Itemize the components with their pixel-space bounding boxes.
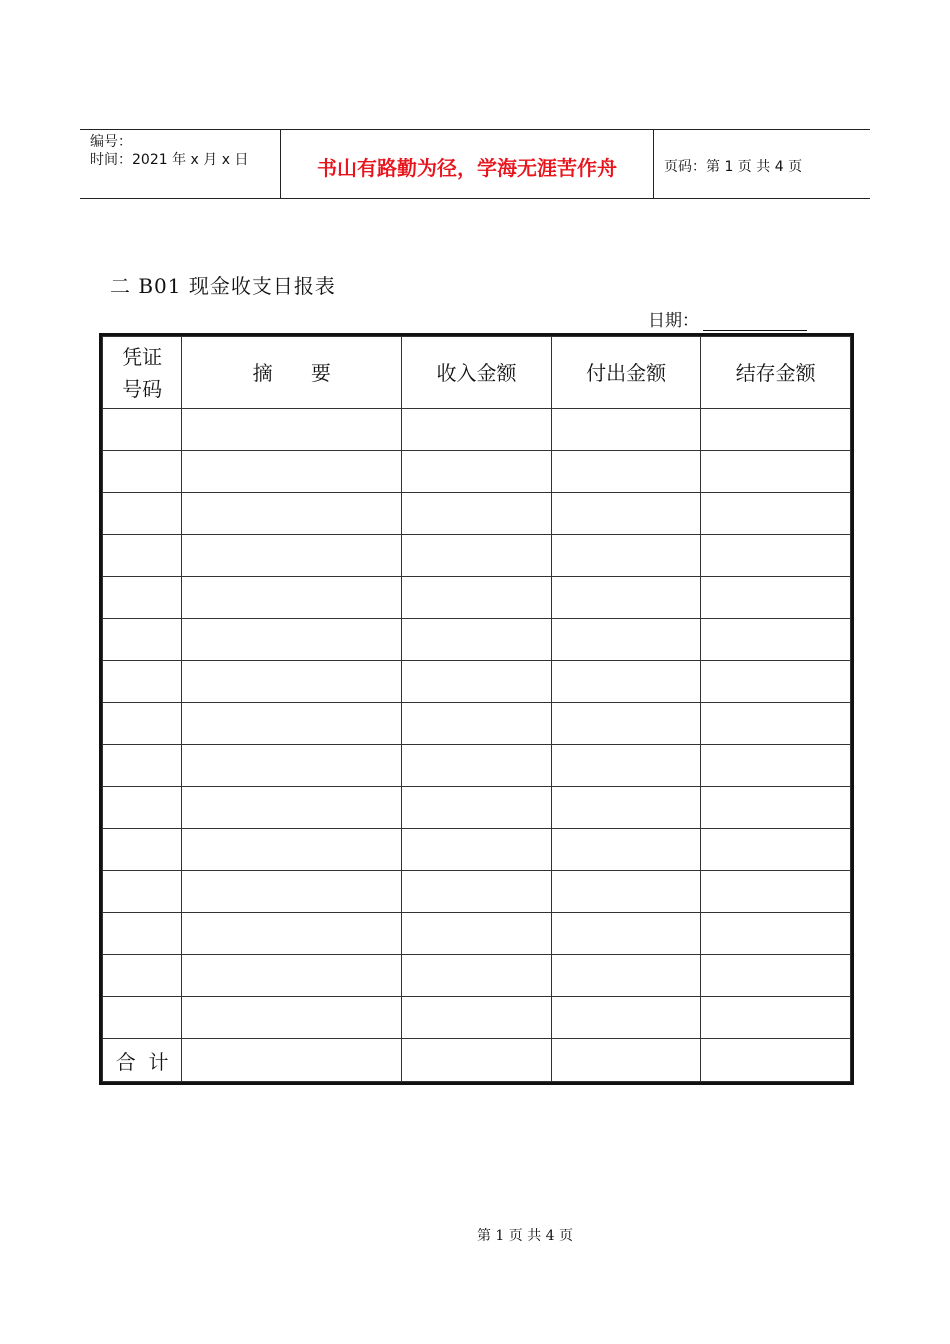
- header-page-cell: [654, 130, 870, 198]
- table-cell[interactable]: [701, 535, 851, 577]
- table-cell[interactable]: [551, 661, 701, 703]
- document-title: 二 B01 现金收支日报表: [110, 274, 336, 298]
- table-cell[interactable]: [402, 955, 552, 997]
- table-cell[interactable]: [103, 619, 182, 661]
- table-row: [103, 535, 851, 577]
- table-row: [103, 871, 851, 913]
- table-cell[interactable]: [402, 871, 552, 913]
- total-cell[interactable]: [551, 1039, 701, 1082]
- header-expense-amount: 付出金额: [551, 337, 701, 409]
- table-cell[interactable]: [701, 787, 851, 829]
- table-cell[interactable]: [182, 535, 402, 577]
- table-cell[interactable]: [551, 745, 701, 787]
- table-row: [103, 997, 851, 1039]
- table-cell[interactable]: [402, 535, 552, 577]
- cash-report-table: [99, 333, 854, 1085]
- table-cell[interactable]: [182, 913, 402, 955]
- table-cell[interactable]: [182, 493, 402, 535]
- table-cell[interactable]: [402, 577, 552, 619]
- header-motto-cell: [281, 130, 654, 198]
- table-cell[interactable]: [103, 409, 182, 451]
- table-cell[interactable]: [103, 703, 182, 745]
- table-cell[interactable]: [402, 913, 552, 955]
- table-cell[interactable]: [701, 829, 851, 871]
- page-footer: 第 1 页 共 4 页: [476, 1228, 574, 1244]
- header-meta-cell: [80, 130, 281, 198]
- table-cell[interactable]: [551, 493, 701, 535]
- total-cell[interactable]: [402, 1039, 552, 1082]
- table-row: [103, 577, 851, 619]
- total-label: 合 计: [103, 1039, 182, 1082]
- table-cell[interactable]: [182, 619, 402, 661]
- number-label: 编号：: [90, 134, 132, 150]
- table-cell[interactable]: [182, 451, 402, 493]
- total-cell[interactable]: [701, 1039, 851, 1082]
- table-cell[interactable]: [182, 409, 402, 451]
- table-cell[interactable]: [402, 409, 552, 451]
- table-cell[interactable]: [402, 997, 552, 1039]
- table-row: [103, 703, 851, 745]
- table-cell[interactable]: [701, 619, 851, 661]
- table-cell[interactable]: [402, 619, 552, 661]
- table-row: [103, 745, 851, 787]
- table-cell[interactable]: [182, 745, 402, 787]
- table-row: [103, 661, 851, 703]
- table-cell[interactable]: [103, 913, 182, 955]
- table-cell[interactable]: [551, 409, 701, 451]
- table-cell[interactable]: [103, 661, 182, 703]
- table-header-row: [103, 337, 851, 409]
- table-cell[interactable]: [103, 577, 182, 619]
- total-row: [103, 1039, 851, 1082]
- table-row: [103, 493, 851, 535]
- table-cell[interactable]: [551, 577, 701, 619]
- header-balance-amount: 结存金额: [701, 337, 851, 409]
- motto-text: 书山有路勤为径，学海无涯苦作舟: [317, 156, 617, 180]
- table-cell[interactable]: [182, 661, 402, 703]
- table-cell[interactable]: [701, 913, 851, 955]
- table-cell[interactable]: [103, 871, 182, 913]
- table-cell[interactable]: [701, 955, 851, 997]
- table-cell[interactable]: [701, 871, 851, 913]
- table-cell[interactable]: [701, 409, 851, 451]
- table-cell[interactable]: [551, 703, 701, 745]
- table-cell[interactable]: [701, 703, 851, 745]
- header-income-amount: 收入金额: [402, 337, 552, 409]
- table-cell[interactable]: [551, 787, 701, 829]
- table-cell[interactable]: [402, 745, 552, 787]
- date-label: 日期：: [648, 311, 699, 331]
- table-cell[interactable]: [402, 661, 552, 703]
- table-cell[interactable]: [701, 745, 851, 787]
- table-cell[interactable]: [701, 451, 851, 493]
- page-code: 页码：第 1 页 共 4 页: [664, 159, 803, 175]
- table-cell[interactable]: [103, 493, 182, 535]
- table-cell[interactable]: [103, 997, 182, 1039]
- table-row: [103, 829, 851, 871]
- table-cell[interactable]: [182, 871, 402, 913]
- table-cell[interactable]: [551, 619, 701, 661]
- total-cell[interactable]: [182, 1039, 402, 1082]
- table-cell[interactable]: [402, 787, 552, 829]
- header-summary: 摘 要: [182, 337, 402, 409]
- table-cell[interactable]: [402, 703, 552, 745]
- table-cell[interactable]: [551, 913, 701, 955]
- date-field: [648, 306, 807, 331]
- table-cell[interactable]: [103, 829, 182, 871]
- table-cell[interactable]: [551, 871, 701, 913]
- table-row: [103, 913, 851, 955]
- table-cell[interactable]: [103, 451, 182, 493]
- table-row: [103, 787, 851, 829]
- page-header: [80, 129, 870, 199]
- table-cell[interactable]: [701, 493, 851, 535]
- table-row: [103, 451, 851, 493]
- table-cell[interactable]: [182, 997, 402, 1039]
- table-cell[interactable]: [701, 661, 851, 703]
- table-cell[interactable]: [551, 535, 701, 577]
- table-cell[interactable]: [402, 451, 552, 493]
- table-cell[interactable]: [182, 703, 402, 745]
- table-row: [103, 409, 851, 451]
- date-blank-line[interactable]: [703, 312, 807, 331]
- header-voucher-number: 凭证 号码: [103, 337, 182, 409]
- table-cell[interactable]: [103, 745, 182, 787]
- table-cell[interactable]: [182, 955, 402, 997]
- table-cell[interactable]: [182, 577, 402, 619]
- time-label: 时间：2021 年 x 月 x 日: [90, 152, 249, 168]
- table-cell[interactable]: [551, 955, 701, 997]
- table-row: [103, 955, 851, 997]
- table-cell[interactable]: [103, 787, 182, 829]
- table-cell[interactable]: [103, 955, 182, 997]
- table-cell[interactable]: [701, 997, 851, 1039]
- table-cell[interactable]: [551, 829, 701, 871]
- table-cell[interactable]: [701, 577, 851, 619]
- table-cell[interactable]: [182, 829, 402, 871]
- table-row: [103, 619, 851, 661]
- table-cell[interactable]: [551, 451, 701, 493]
- table-cell[interactable]: [402, 829, 552, 871]
- table-cell[interactable]: [103, 535, 182, 577]
- table-cell[interactable]: [182, 787, 402, 829]
- table-cell[interactable]: [551, 997, 701, 1039]
- table-cell[interactable]: [402, 493, 552, 535]
